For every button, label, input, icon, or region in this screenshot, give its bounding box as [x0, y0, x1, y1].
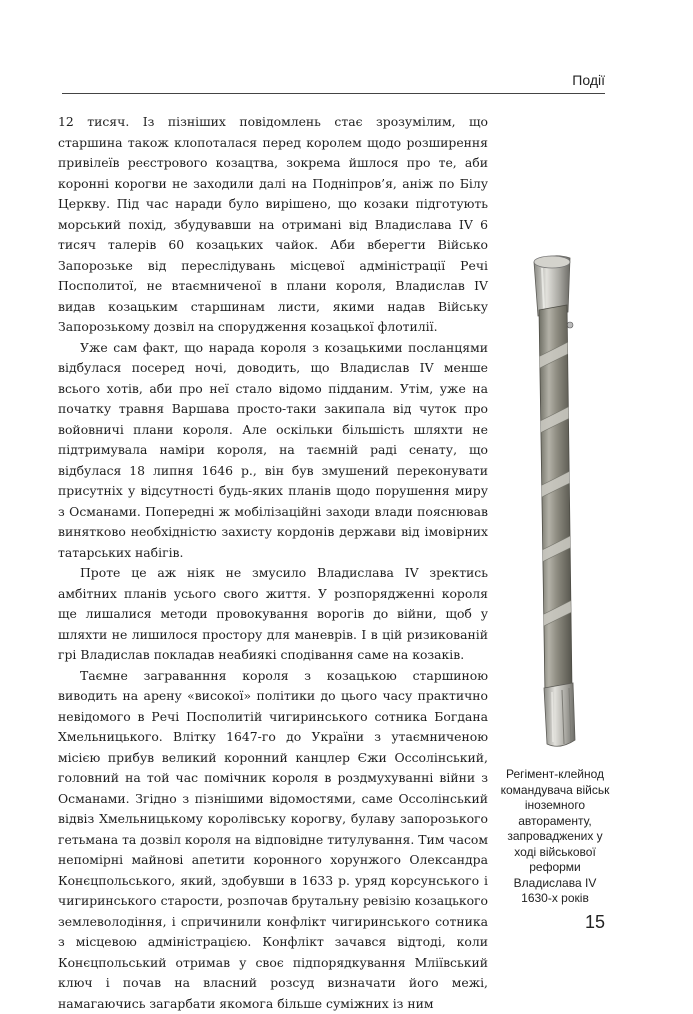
header-rule	[62, 93, 605, 94]
section-title: Події	[572, 72, 605, 88]
paragraph-2: Уже сам факт, що нарада короля з козацькими посланцями відбулася посеред ночі, доводить, що Владислав IV менше всього хотів, аби про неї стало відомо підданим. Утім, уже на початку травня Варшава просто-таки закипала від чуток про войовничі плани короля. Але оскільки більшість шляхти не підтримувала наміри короля, на таємній раді сенату, що відбулася 18 липня 1646 р., він був змушений переконувати присутніх у відсутності будь-яких планів щодо порушення миру з Османами. Попередні ж мобілізаційні заходи влади пояснював винятково необхідністю захисту кордонів держави від імовірних татарських набігів.	[58, 338, 488, 564]
paragraph-1: 12 тисяч. Із пізніших повідомлень стає зрозумілим, що старшина також клопоталася перед королем щодо розширення привілеїв реєстрового козацтва, зокрема йшлося про те, аби коронні корогви не заходили далі на Подніпров’я, аніж по Білу Церкву. Під час наради було вирішено, що козаки підготують морський похід, збудувавши на отримані від Владислава IV 6 тисяч талерів 60 козацьких чайок. Аби вберегти Військо Запорозьке від переслідувань місцевої адміністрації Речі Посполитої, не втаємниченої в плани короля, Владислав IV видав козацьким старшинам листи, якими надав Війську Запорозькому дозвіл на спорудження козацької флотилії.	[58, 112, 488, 338]
paragraph-3: Проте це аж ніяк не змусило Владислава IV зректись амбітних планів усього свого життя. У розпорядженні короля ще лишалися методи провокування ворогів до війни, щоб у шляхти не лишилося простору для маневрів. І в цій ризикованій грі Владислав покладав неабиякі сподівання саме на козаків.	[58, 563, 488, 666]
regiment-staff-icon	[512, 250, 596, 755]
regiment-staff-photo	[512, 250, 596, 755]
page-number: 15	[585, 912, 605, 933]
main-text	[58, 112, 488, 932]
paragraph-4: Таємне заграванння короля з козацькою старшиною виводить на арену «високої» політики до цього часу практично невідомого в Речі Посполитій чигиринського сотника Богдана Хмельницького. Влітку 1647-го до України з утаємниченою місією прибув великий коронний канцлер Єжи Оссолінський, головний на той час помічник короля в роздмухуванні війни з Османами. Згідно з пізнішими відомостями, саме Оссолінський відвіз Хмельницькому королівську корогву, булаву запорозького гетьмана та дозвіл короля на відповідне титулування. Тим часом непомірні майнові апетити коронного хорунжого Олександра Конєцпольського, який, здобувши в 1633 р. уряд корсунського і чигиринського старости, розпочав брутальну ревізію козацького землеволодіння, і спричинили конфлікт чигиринського сотника з місцевою адміністрацією. Конфлікт зачався відтоді, коли Конєцпольський отримав у своє підпорядкування Мліївський ключ і почав на власний розсуд визначати його межі, намагаючись загарбати якомога більше суміжних із ним	[58, 666, 488, 1014]
figure-caption: Регімент-клейнод командувача військ іноземного автораменту, запроваджених у ході військової реформи Владислава IV 1630-х років	[500, 767, 610, 907]
